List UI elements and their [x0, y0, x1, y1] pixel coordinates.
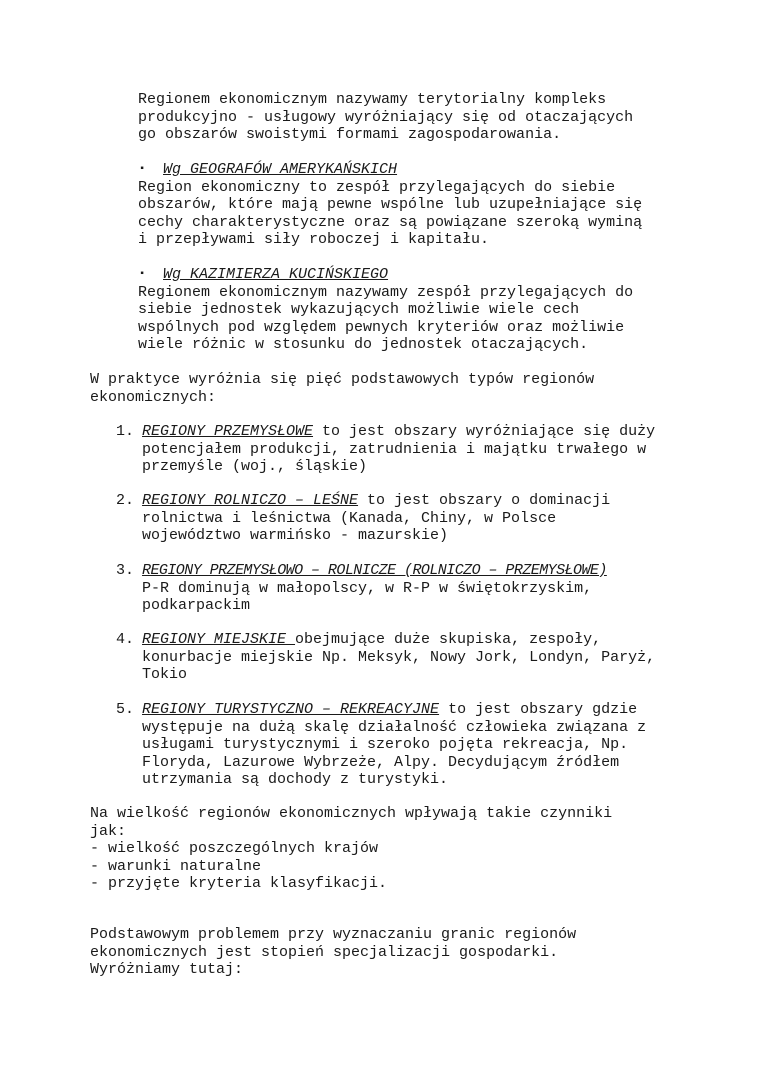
region-type-term: REGIONY ROLNICZO – LEŚNE [142, 492, 359, 509]
text-fragment: obejmujące duże skupiska, zespoły, [295, 631, 602, 648]
closing-paragraph [90, 926, 576, 979]
text-fragment: to jest obszary o dominacji [358, 492, 611, 509]
text-line: ekonomicznych: [90, 388, 217, 406]
text-line: rolnictwa i leśnictwa (Kanada, Chiny, w Polsce [142, 509, 557, 527]
text-line: Wyróżniamy tutaj: [90, 961, 244, 979]
list-item [142, 423, 655, 476]
text-line: Regionem ekonomicznym nazywamy zespół przylegających do [138, 283, 634, 301]
text-line: P-R dominują w małopolscy, w R-P w świętokrzyskim, [142, 579, 593, 597]
definition-heading: Wg GEOGRAFÓW AMERYKAŃSKICH [163, 161, 398, 178]
text-line: województwo warmińsko - mazurskie) [142, 527, 449, 545]
region-type-term: REGIONY TURYSTYCZNO – REKREACYJNE [142, 701, 440, 718]
text-line: utrzymania są dochody z turystyki. [142, 771, 449, 789]
text-line: - przyjęte kryteria klasyfikacji. [90, 875, 388, 893]
text-line: cechy charakterystyczne oraz są powiązane szeroką wyminą [138, 213, 643, 231]
text-line: - warunki naturalne [90, 857, 262, 875]
text-line: przemyśle (woj., śląskie) [142, 458, 368, 476]
region-type-term: REGIONY PRZEMYSŁOWE [142, 423, 314, 440]
text-line: Floryda, Lazurowe Wybrzeże, Alpy. Decydującym źródłem [142, 753, 620, 771]
square-bullet-icon: ▪ [139, 269, 146, 280]
text-line: wspólnych pod względem pewnych kryteriów oraz możliwie [138, 318, 625, 336]
text-line: konurbacje miejskie Np. Meksyk, Nowy Jork, Londyn, Paryż, [142, 648, 656, 666]
text-fragment: to jest obszary wyróżniające się duży [313, 423, 656, 440]
definition-american-geographers [138, 161, 642, 249]
text-line: jak: [90, 822, 127, 840]
list-number: 2. [115, 492, 134, 509]
text-line: Tokio [142, 666, 188, 684]
text-line: produkcyjno - usługowy wyróżniający się od otaczających [138, 108, 634, 126]
text-line: Regionem ekonomicznym nazywamy terytorialny kompleks [138, 91, 607, 108]
text-fragment: to jest obszary gdzie [439, 701, 638, 718]
text-line: podkarpackim [142, 597, 251, 615]
region-type-term: REGIONY PRZEMYSŁOWO – ROLNICZE (ROLNICZO – PRZEMYSŁOWE) [142, 562, 607, 579]
text-line: Na wielkość regionów ekonomicznych wpływają takie czynniki [90, 805, 613, 822]
list-number: 5. [115, 701, 134, 718]
text-line: i przepływami siły roboczej i kapitału. [138, 231, 490, 249]
definition-heading: Wg KAZIMIERZA KUCIŃSKIEGO [163, 266, 389, 283]
text-line: wiele różnic w stosunku do jednostek otaczających. [138, 336, 589, 354]
list-number: 1. [115, 423, 134, 440]
list-number: 3. [115, 562, 134, 579]
text-line: występuje na dużą skalę działalność człowieka związana z [142, 718, 647, 736]
definition-kucinski [138, 266, 633, 354]
list-number: 4. [115, 631, 134, 648]
intro-paragraph [138, 91, 633, 144]
types-intro-paragraph [90, 371, 594, 406]
square-bullet-icon: ▪ [139, 164, 146, 175]
list-item [142, 631, 655, 684]
text-line: Podstawowym problemem przy wyznaczaniu granic regionów [90, 926, 577, 943]
text-line: obszarów, które mają pewne wspólne lub uzupełniające się [138, 196, 643, 214]
list-item [142, 701, 646, 789]
text-line: ekonomicznych jest stopień specjalizacji gospodarki. [90, 943, 559, 961]
list-item [142, 562, 607, 615]
region-type-term: REGIONY MIEJSKIE [142, 631, 296, 648]
text-line: - wielkość poszczególnych krajów [90, 840, 379, 858]
text-line: go obszarów swoistymi formami zagospodarowania. [138, 126, 562, 144]
text-line: siebie jednostek wykazujących możliwie wiele cech [138, 301, 580, 319]
text-line: W praktyce wyróżnia się pięć podstawowych typów regionów [90, 371, 595, 388]
factors-paragraph [90, 805, 612, 893]
text-line: Region ekonomiczny to zespół przylegających do siebie [138, 178, 616, 196]
text-line: potencjałem produkcji, zatrudnienia i majątku trwałego w [142, 440, 647, 458]
text-line: usługami turystycznymi i szeroko pojęta rekreacja, Np. [142, 736, 629, 754]
list-item [142, 492, 610, 545]
